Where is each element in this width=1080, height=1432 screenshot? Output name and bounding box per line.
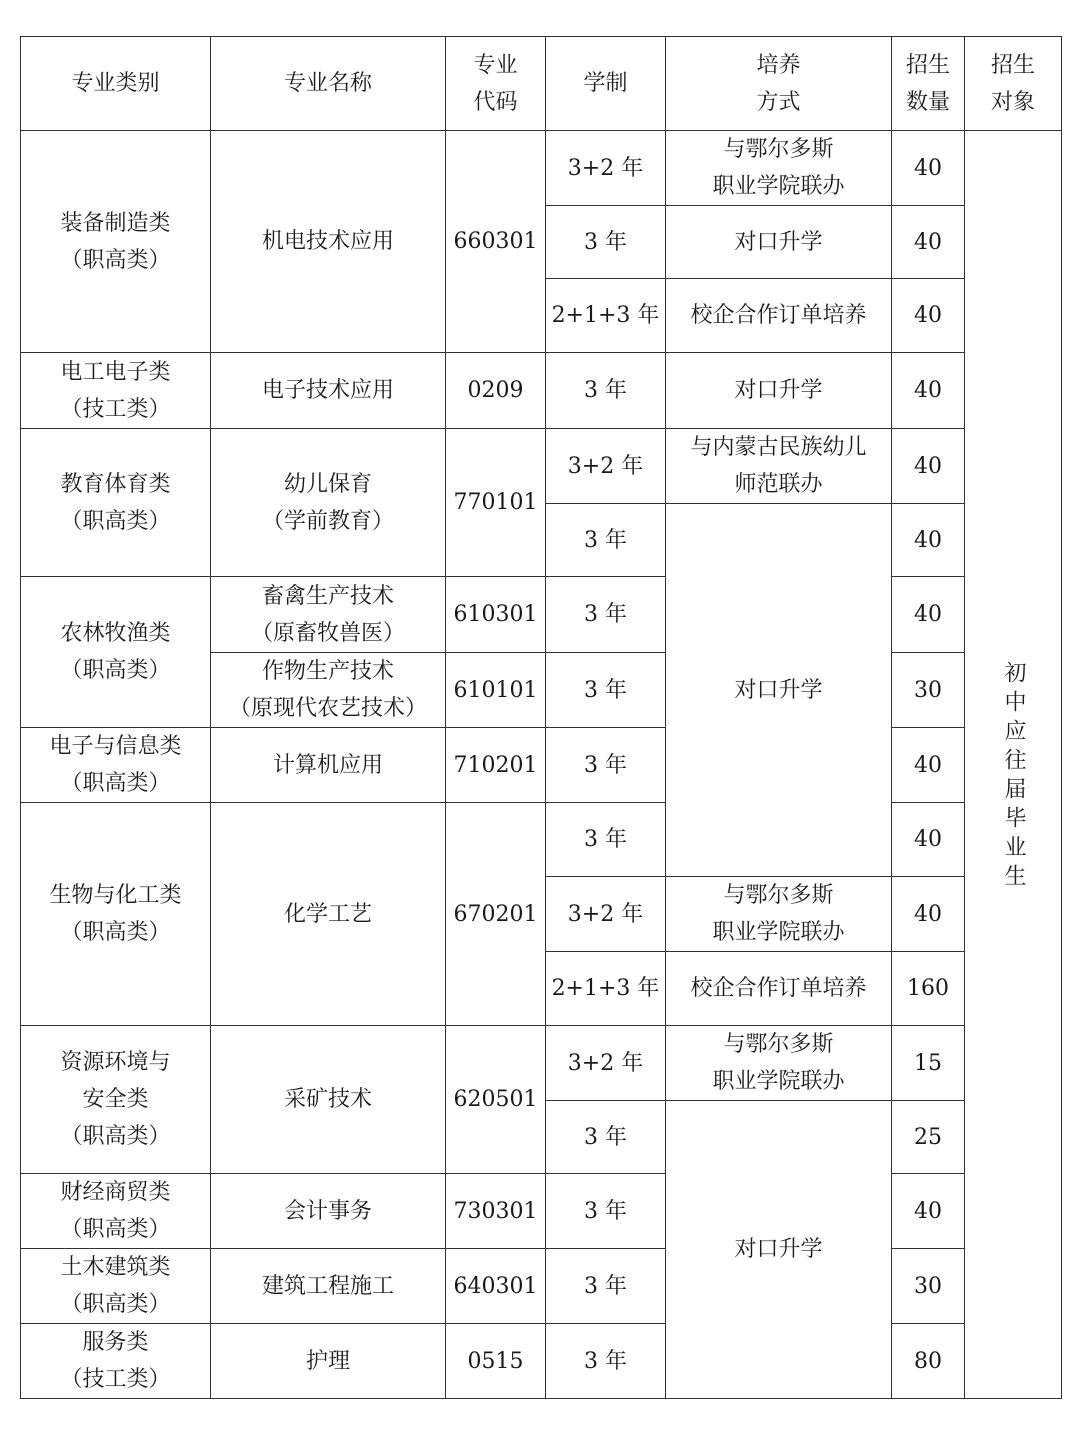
table-row <box>21 728 1062 803</box>
header-major: 专业名称 <box>211 37 446 131</box>
target-cell <box>965 131 1062 1399</box>
quota-cell: 40 <box>892 504 965 577</box>
code-cell: 0209 <box>446 353 546 429</box>
code-cell: 640301 <box>446 1249 546 1324</box>
quota-cell: 40 <box>892 279 965 353</box>
code-cell: 660301 <box>446 131 546 353</box>
code-cell: 710201 <box>446 728 546 803</box>
quota-cell: 40 <box>892 803 965 877</box>
header-row <box>21 37 1062 131</box>
code-cell: 730301 <box>446 1174 546 1249</box>
table-row <box>21 1026 1062 1101</box>
mode-cell: 对口升学 <box>666 504 892 877</box>
table-row <box>21 1249 1062 1324</box>
duration-cell: 3 年 <box>546 1174 666 1249</box>
quota-cell: 40 <box>892 877 965 952</box>
duration-cell: 2+1+3 年 <box>546 952 666 1026</box>
mode-cell: 对口升学 <box>666 353 892 429</box>
quota-cell: 30 <box>892 1249 965 1324</box>
major-cell: 护理 <box>211 1324 446 1399</box>
header-code: 专业 代码 <box>446 37 546 131</box>
duration-cell: 3 年 <box>546 728 666 803</box>
quota-cell: 80 <box>892 1324 965 1399</box>
duration-cell: 3 年 <box>546 353 666 429</box>
table-row <box>21 577 1062 653</box>
mode-cell: 与鄂尔多斯 职业学院联办 <box>666 877 892 952</box>
category-cell: 资源环境与 安全类 （职高类） <box>21 1026 211 1174</box>
quota-cell: 40 <box>892 429 965 504</box>
table-row <box>21 429 1062 504</box>
header-target: 招生 对象 <box>965 37 1062 131</box>
duration-cell: 3+2 年 <box>546 131 666 206</box>
duration-cell: 3 年 <box>546 803 666 877</box>
table-row <box>21 1324 1062 1399</box>
enrollment-table <box>20 36 1062 1399</box>
duration-cell: 3 年 <box>546 1324 666 1399</box>
major-cell: 建筑工程施工 <box>211 1249 446 1324</box>
code-cell: 610301 <box>446 577 546 653</box>
duration-cell: 3 年 <box>546 653 666 728</box>
quota-cell: 40 <box>892 1174 965 1249</box>
major-cell: 电子技术应用 <box>211 353 446 429</box>
table-row <box>21 353 1062 429</box>
major-cell: 作物生产技术 （原现代农艺技术） <box>211 653 446 728</box>
mode-cell: 对口升学 <box>666 1101 892 1399</box>
category-cell: 电工电子类 （技工类） <box>21 353 211 429</box>
quota-cell: 160 <box>892 952 965 1026</box>
category-cell: 装备制造类 （职高类） <box>21 131 211 353</box>
duration-cell: 3 年 <box>546 1249 666 1324</box>
major-cell: 化学工艺 <box>211 803 446 1026</box>
major-cell: 幼儿保育 （学前教育） <box>211 429 446 577</box>
duration-cell: 3 年 <box>546 206 666 279</box>
header-quota: 招生 数量 <box>892 37 965 131</box>
category-cell: 电子与信息类 （职高类） <box>21 728 211 803</box>
quota-cell: 40 <box>892 577 965 653</box>
quota-cell: 30 <box>892 653 965 728</box>
table-row <box>21 1174 1062 1249</box>
duration-cell: 3 年 <box>546 504 666 577</box>
mode-cell: 校企合作订单培养 <box>666 952 892 1026</box>
table-row <box>21 131 1062 206</box>
category-cell: 生物与化工类 （职高类） <box>21 803 211 1026</box>
mode-cell: 与内蒙古民族幼儿 师范联办 <box>666 429 892 504</box>
quota-cell: 25 <box>892 1101 965 1174</box>
quota-cell: 40 <box>892 353 965 429</box>
code-cell: 620501 <box>446 1026 546 1174</box>
category-cell: 服务类 （技工类） <box>21 1324 211 1399</box>
table-row <box>21 803 1062 877</box>
quota-cell: 40 <box>892 728 965 803</box>
major-cell: 机电技术应用 <box>211 131 446 353</box>
quota-cell: 15 <box>892 1026 965 1101</box>
duration-cell: 3+2 年 <box>546 1026 666 1101</box>
header-mode: 培养 方式 <box>666 37 892 131</box>
duration-cell: 3+2 年 <box>546 877 666 952</box>
category-cell: 财经商贸类 （职高类） <box>21 1174 211 1249</box>
duration-cell: 2+1+3 年 <box>546 279 666 353</box>
header-category: 专业类别 <box>21 37 211 131</box>
mode-cell: 校企合作订单培养 <box>666 279 892 353</box>
code-cell: 610101 <box>446 653 546 728</box>
major-cell: 计算机应用 <box>211 728 446 803</box>
mode-cell: 对口升学 <box>666 206 892 279</box>
header-duration: 学制 <box>546 37 666 131</box>
code-cell: 670201 <box>446 803 546 1026</box>
quota-cell: 40 <box>892 131 965 206</box>
major-cell: 采矿技术 <box>211 1026 446 1174</box>
code-cell: 0515 <box>446 1324 546 1399</box>
duration-cell: 3 年 <box>546 1101 666 1174</box>
target-value: 初中应往届毕业生 <box>1001 661 1026 893</box>
category-cell: 土木建筑类 （职高类） <box>21 1249 211 1324</box>
duration-cell: 3 年 <box>546 577 666 653</box>
major-cell: 会计事务 <box>211 1174 446 1249</box>
mode-cell: 与鄂尔多斯 职业学院联办 <box>666 1026 892 1101</box>
category-cell: 教育体育类 （职高类） <box>21 429 211 577</box>
major-cell: 畜禽生产技术 （原畜牧兽医） <box>211 577 446 653</box>
mode-cell: 与鄂尔多斯 职业学院联办 <box>666 131 892 206</box>
quota-cell: 40 <box>892 206 965 279</box>
category-cell: 农林牧渔类 （职高类） <box>21 577 211 728</box>
code-cell: 770101 <box>446 429 546 577</box>
duration-cell: 3+2 年 <box>546 429 666 504</box>
